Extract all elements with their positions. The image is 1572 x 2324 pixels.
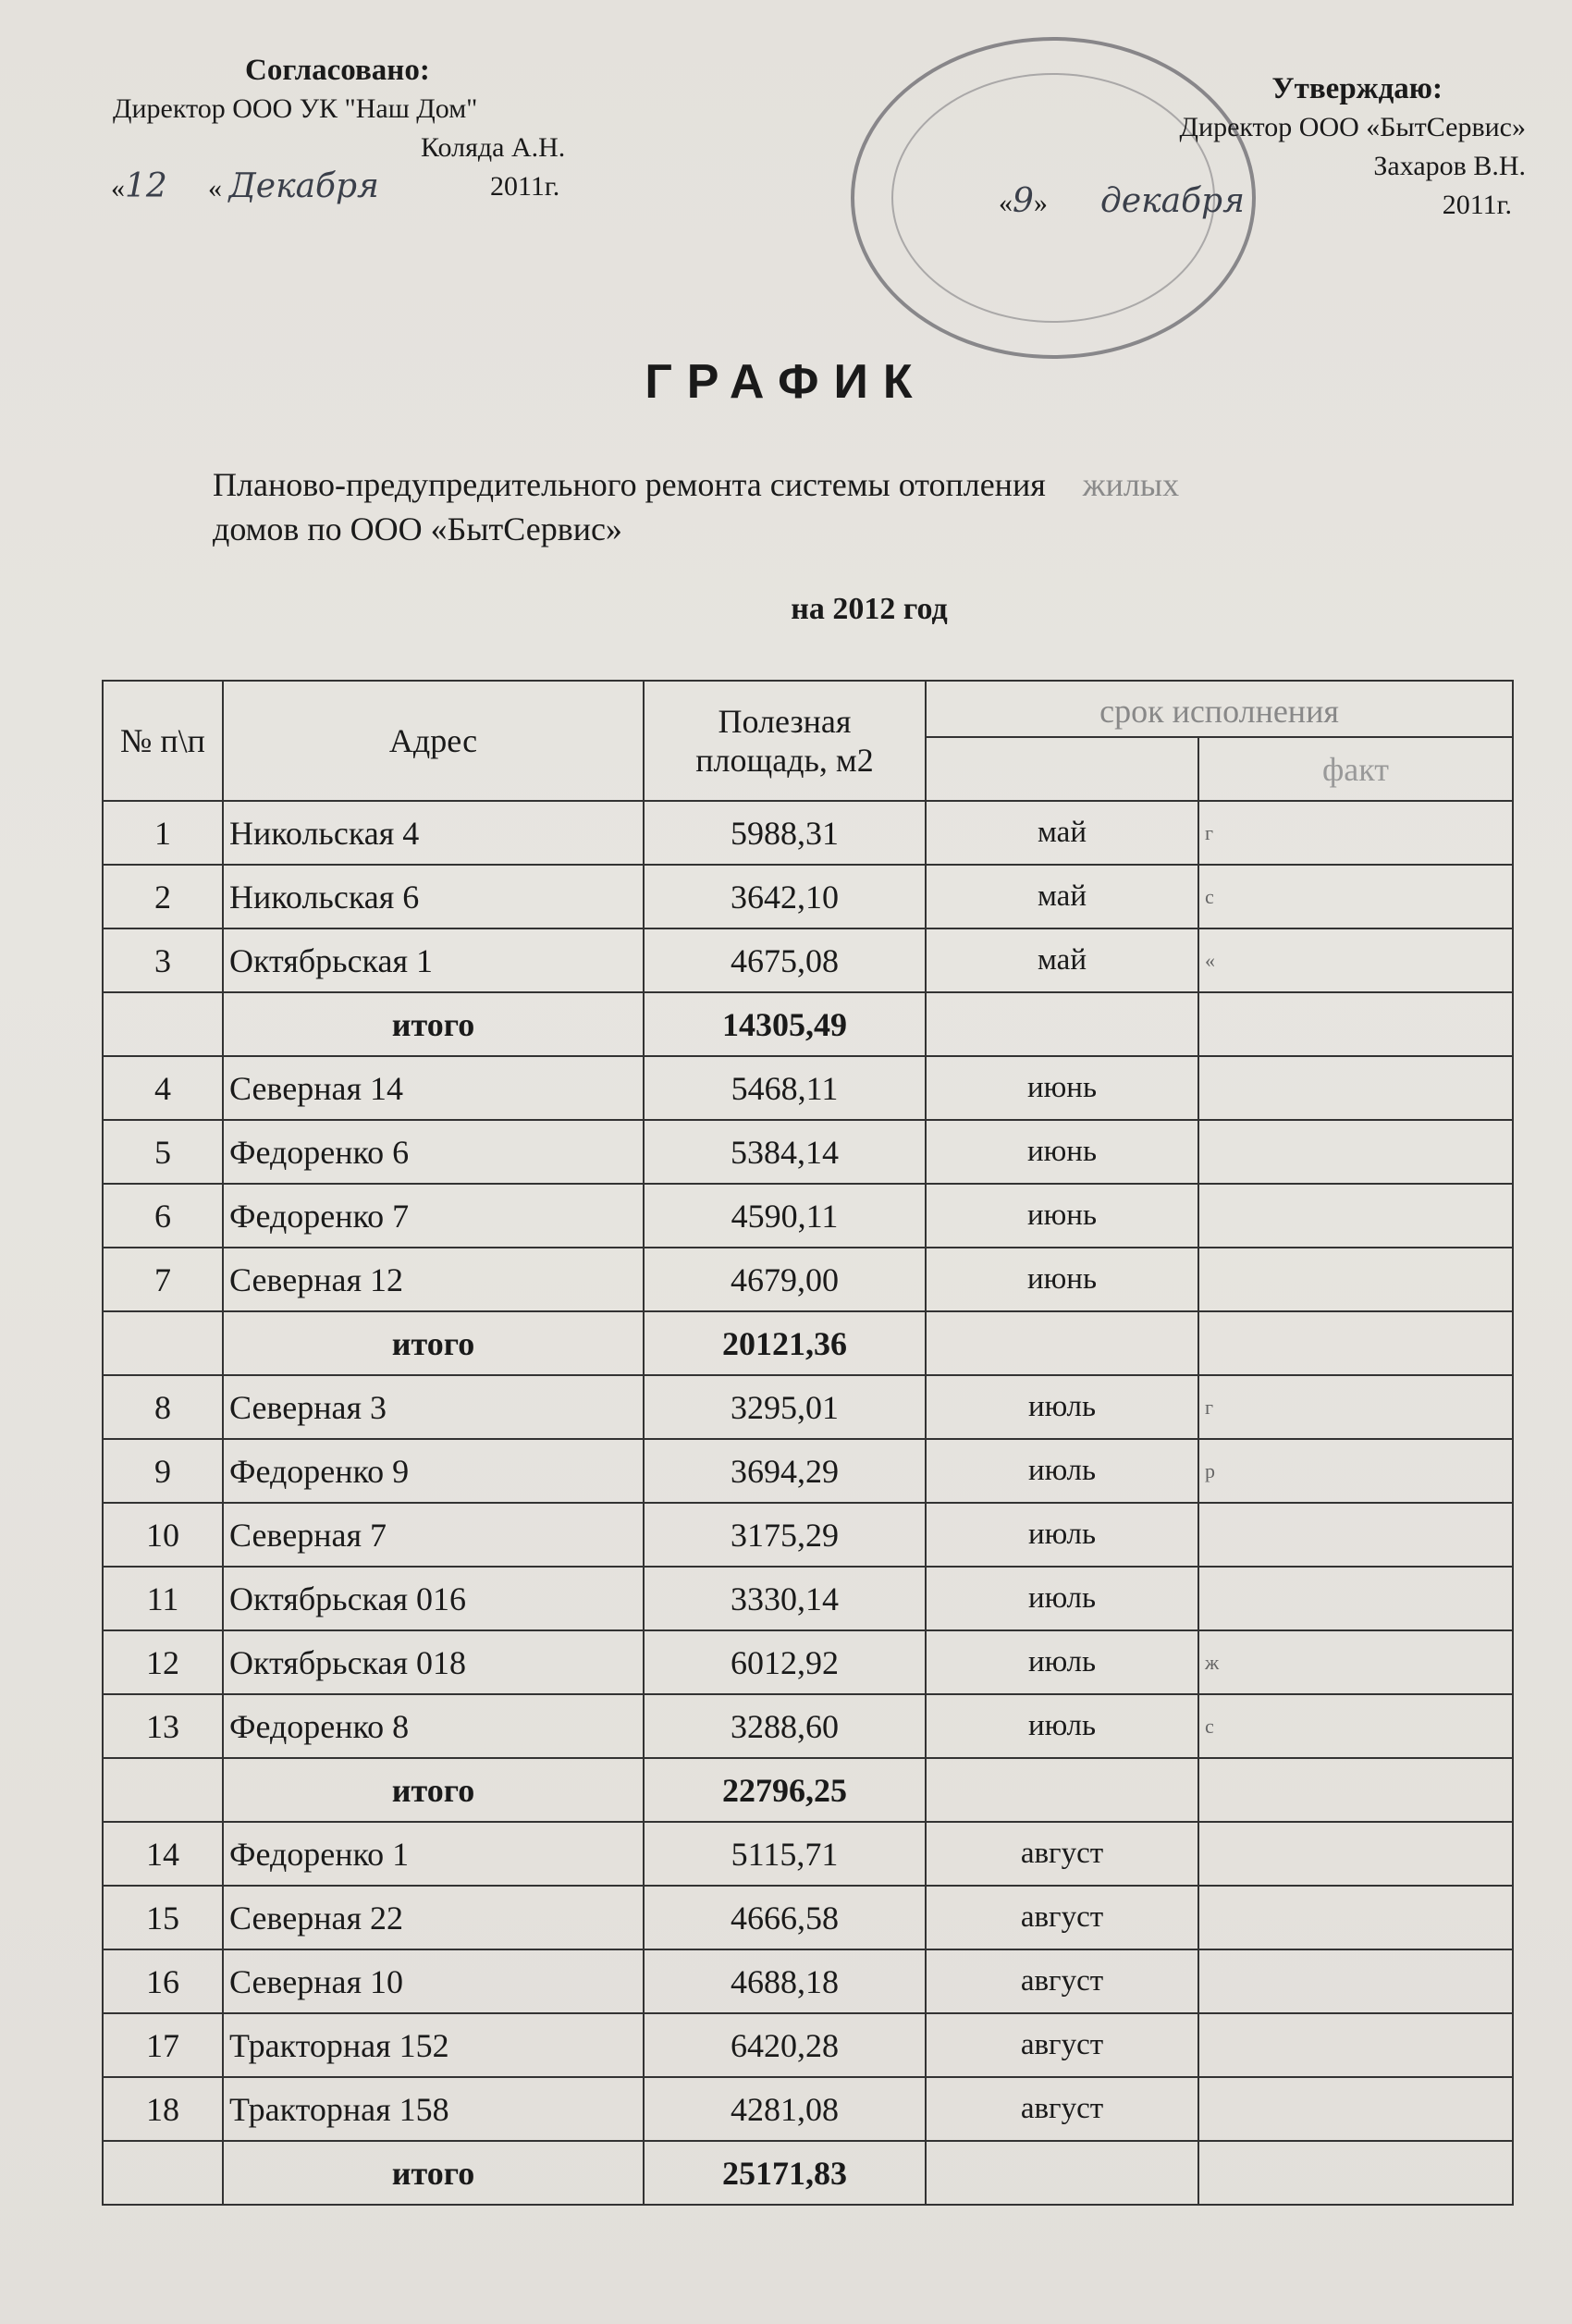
table-row — [103, 1567, 1513, 1630]
table-row — [103, 1056, 1513, 1120]
total-fact-cell — [1198, 1311, 1513, 1375]
row-fact: « — [1198, 928, 1513, 992]
subtitle-line1-faint: жилых — [1082, 466, 1180, 503]
row-plan: июнь — [926, 1120, 1198, 1184]
total-fact-cell — [1198, 1758, 1513, 1822]
total-plan-cell — [926, 1758, 1198, 1822]
row-plan: июль — [926, 1375, 1198, 1439]
table-total-row — [103, 2141, 1513, 2205]
approval-left-name: Коляда А.Н. — [421, 132, 566, 163]
row-address: Октябрьская 016 — [223, 1567, 644, 1630]
row-area: 4688,18 — [644, 1949, 926, 2013]
row-plan: июль — [926, 1630, 1198, 1694]
row-area: 4679,00 — [644, 1248, 926, 1311]
row-fact — [1198, 1949, 1513, 2013]
approval-right-date — [999, 182, 1526, 228]
row-num: 10 — [103, 1503, 223, 1567]
row-area: 4590,11 — [644, 1184, 926, 1248]
schedule-table-body — [103, 801, 1513, 2205]
row-plan: июнь — [926, 1184, 1198, 1248]
approval-left-month: Декабря — [228, 167, 379, 205]
row-num: 3 — [103, 928, 223, 992]
row-fact — [1198, 2013, 1513, 2077]
row-area: 5115,71 — [644, 1822, 926, 1886]
row-area: 6420,28 — [644, 2013, 926, 2077]
schedule-table — [102, 680, 1514, 2206]
table-row — [103, 1822, 1513, 1886]
row-num: 5 — [103, 1120, 223, 1184]
row-fact — [1198, 1248, 1513, 1311]
row-area: 5384,14 — [644, 1120, 926, 1184]
table-row — [103, 1949, 1513, 2013]
approval-right-name: Захаров В.Н. — [1373, 151, 1526, 181]
row-plan: май — [926, 865, 1198, 928]
table-row — [103, 1184, 1513, 1248]
subtitle-line1: Планово-предупредительного ремонта системы отопления — [213, 466, 1046, 503]
row-plan: июнь — [926, 1056, 1198, 1120]
total-plan-cell — [926, 1311, 1198, 1375]
document-title: ГРАФИК — [645, 355, 927, 409]
approval-right-open-quote: « — [999, 188, 1013, 218]
row-area: 3295,01 — [644, 1375, 926, 1439]
header-num: № п\п — [103, 681, 223, 801]
table-total-row — [103, 1758, 1513, 1822]
row-fact — [1198, 1886, 1513, 1949]
approval-left-close-quote: « — [208, 173, 222, 203]
document-subtitle — [213, 462, 1470, 551]
row-num: 11 — [103, 1567, 223, 1630]
row-plan: август — [926, 1822, 1198, 1886]
row-address: Северная 22 — [223, 1886, 644, 1949]
row-address: Октябрьская 018 — [223, 1630, 644, 1694]
row-plan: июль — [926, 1694, 1198, 1758]
row-plan: июль — [926, 1503, 1198, 1567]
row-fact — [1198, 1184, 1513, 1248]
table-row — [103, 2077, 1513, 2141]
schedule-year: на 2012 год — [791, 592, 948, 626]
row-address: Федоренко 1 — [223, 1822, 644, 1886]
row-address: Северная 3 — [223, 1375, 644, 1439]
approval-left-day: 12 — [125, 167, 167, 205]
row-fact: ж — [1198, 1630, 1513, 1694]
row-fact: г — [1198, 1375, 1513, 1439]
row-plan: август — [926, 2013, 1198, 2077]
row-area: 4666,58 — [644, 1886, 926, 1949]
total-label: итого — [223, 2141, 644, 2205]
subtitle-line2: домов по ООО «БытСервис» — [213, 510, 622, 547]
row-fact — [1198, 1567, 1513, 1630]
table-row — [103, 865, 1513, 928]
row-plan: май — [926, 801, 1198, 865]
table-row — [103, 2013, 1513, 2077]
total-label: итого — [223, 1758, 644, 1822]
row-area: 5988,31 — [644, 801, 926, 865]
table-row — [103, 1248, 1513, 1311]
row-fact — [1198, 1503, 1513, 1567]
row-num: 8 — [103, 1375, 223, 1439]
approval-right-heading: Утверждаю: — [1271, 72, 1443, 105]
approval-right-day: 9 — [1013, 182, 1034, 220]
row-address: Никольская 6 — [223, 865, 644, 928]
row-address: Северная 14 — [223, 1056, 644, 1120]
row-num: 7 — [103, 1248, 223, 1311]
row-num: 6 — [103, 1184, 223, 1248]
row-fact: р — [1198, 1439, 1513, 1503]
total-label: итого — [223, 1311, 644, 1375]
row-fact — [1198, 2077, 1513, 2141]
row-num: 16 — [103, 1949, 223, 2013]
row-num: 9 — [103, 1439, 223, 1503]
total-area: 14305,49 — [644, 992, 926, 1056]
table-total-row — [103, 992, 1513, 1056]
table-row — [103, 1439, 1513, 1503]
row-area: 3642,10 — [644, 865, 926, 928]
row-address: Федоренко 8 — [223, 1694, 644, 1758]
approval-left-heading: Согласовано: — [245, 54, 430, 87]
row-address: Северная 7 — [223, 1503, 644, 1567]
total-num-cell — [103, 2141, 223, 2205]
total-num-cell — [103, 1758, 223, 1822]
total-plan-cell — [926, 992, 1198, 1056]
total-area: 20121,36 — [644, 1311, 926, 1375]
row-plan: май — [926, 928, 1198, 992]
row-plan: август — [926, 1949, 1198, 2013]
row-address: Федоренко 6 — [223, 1120, 644, 1184]
row-address: Тракторная 158 — [223, 2077, 644, 2141]
row-address: Северная 12 — [223, 1248, 644, 1311]
table-row — [103, 1375, 1513, 1439]
row-area: 5468,11 — [644, 1056, 926, 1120]
row-area: 6012,92 — [644, 1630, 926, 1694]
header-address: Адрес — [223, 681, 644, 801]
approval-right-year: 2011г. — [1442, 190, 1512, 220]
total-area: 22796,25 — [644, 1758, 926, 1822]
table-row — [103, 1886, 1513, 1949]
row-area: 4281,08 — [644, 2077, 926, 2141]
row-num: 17 — [103, 2013, 223, 2077]
row-plan: июль — [926, 1567, 1198, 1630]
approval-right-close-quote: » — [1033, 188, 1048, 218]
approval-right-position: Директор ООО «БытСервис» — [1179, 112, 1526, 142]
row-plan: август — [926, 2077, 1198, 2141]
row-plan: июль — [926, 1439, 1198, 1503]
table-row — [103, 1630, 1513, 1694]
row-address: Тракторная 152 — [223, 2013, 644, 2077]
row-fact — [1198, 1056, 1513, 1120]
total-fact-cell — [1198, 2141, 1513, 2205]
approval-left-year: 2011г. — [490, 171, 560, 202]
approval-left-open-quote: « — [111, 173, 125, 203]
table-row — [103, 1120, 1513, 1184]
approval-block-right — [999, 69, 1526, 228]
table-row — [103, 801, 1513, 865]
row-fact: г — [1198, 801, 1513, 865]
row-address: Октябрьская 1 — [223, 928, 644, 992]
row-num: 12 — [103, 1630, 223, 1694]
row-address: Никольская 4 — [223, 801, 644, 865]
row-fact — [1198, 1822, 1513, 1886]
row-num: 2 — [103, 865, 223, 928]
total-num-cell — [103, 1311, 223, 1375]
row-area: 3175,29 — [644, 1503, 926, 1567]
total-plan-cell — [926, 2141, 1198, 2205]
row-address: Федоренко 9 — [223, 1439, 644, 1503]
header-area: Полезная площадь, м2 — [644, 681, 926, 801]
row-area: 4675,08 — [644, 928, 926, 992]
header-plan — [926, 737, 1198, 801]
row-area: 3288,60 — [644, 1694, 926, 1758]
row-num: 18 — [103, 2077, 223, 2141]
row-num: 14 — [103, 1822, 223, 1886]
row-num: 15 — [103, 1886, 223, 1949]
row-fact — [1198, 1120, 1513, 1184]
table-total-row — [103, 1311, 1513, 1375]
header-term: срок исполнения — [926, 681, 1513, 737]
total-num-cell — [103, 992, 223, 1056]
approval-right-month: декабря — [1100, 182, 1245, 220]
row-num: 1 — [103, 801, 223, 865]
row-area: 3694,29 — [644, 1439, 926, 1503]
table-row — [103, 928, 1513, 992]
row-num: 13 — [103, 1694, 223, 1758]
total-label: итого — [223, 992, 644, 1056]
row-address: Северная 10 — [223, 1949, 644, 2013]
row-plan: июнь — [926, 1248, 1198, 1311]
table-row — [103, 1503, 1513, 1567]
row-fact: с — [1198, 1694, 1513, 1758]
approval-block-left — [102, 51, 620, 210]
row-num: 4 — [103, 1056, 223, 1120]
total-area: 25171,83 — [644, 2141, 926, 2205]
row-area: 3330,14 — [644, 1567, 926, 1630]
table-row — [103, 1694, 1513, 1758]
row-address: Федоренко 7 — [223, 1184, 644, 1248]
total-fact-cell — [1198, 992, 1513, 1056]
approval-left-date — [102, 167, 620, 210]
header-fact: факт — [1198, 737, 1513, 801]
approval-left-position: Директор ООО УК "Наш Дом" — [113, 93, 478, 124]
row-fact: с — [1198, 865, 1513, 928]
row-plan: август — [926, 1886, 1198, 1949]
